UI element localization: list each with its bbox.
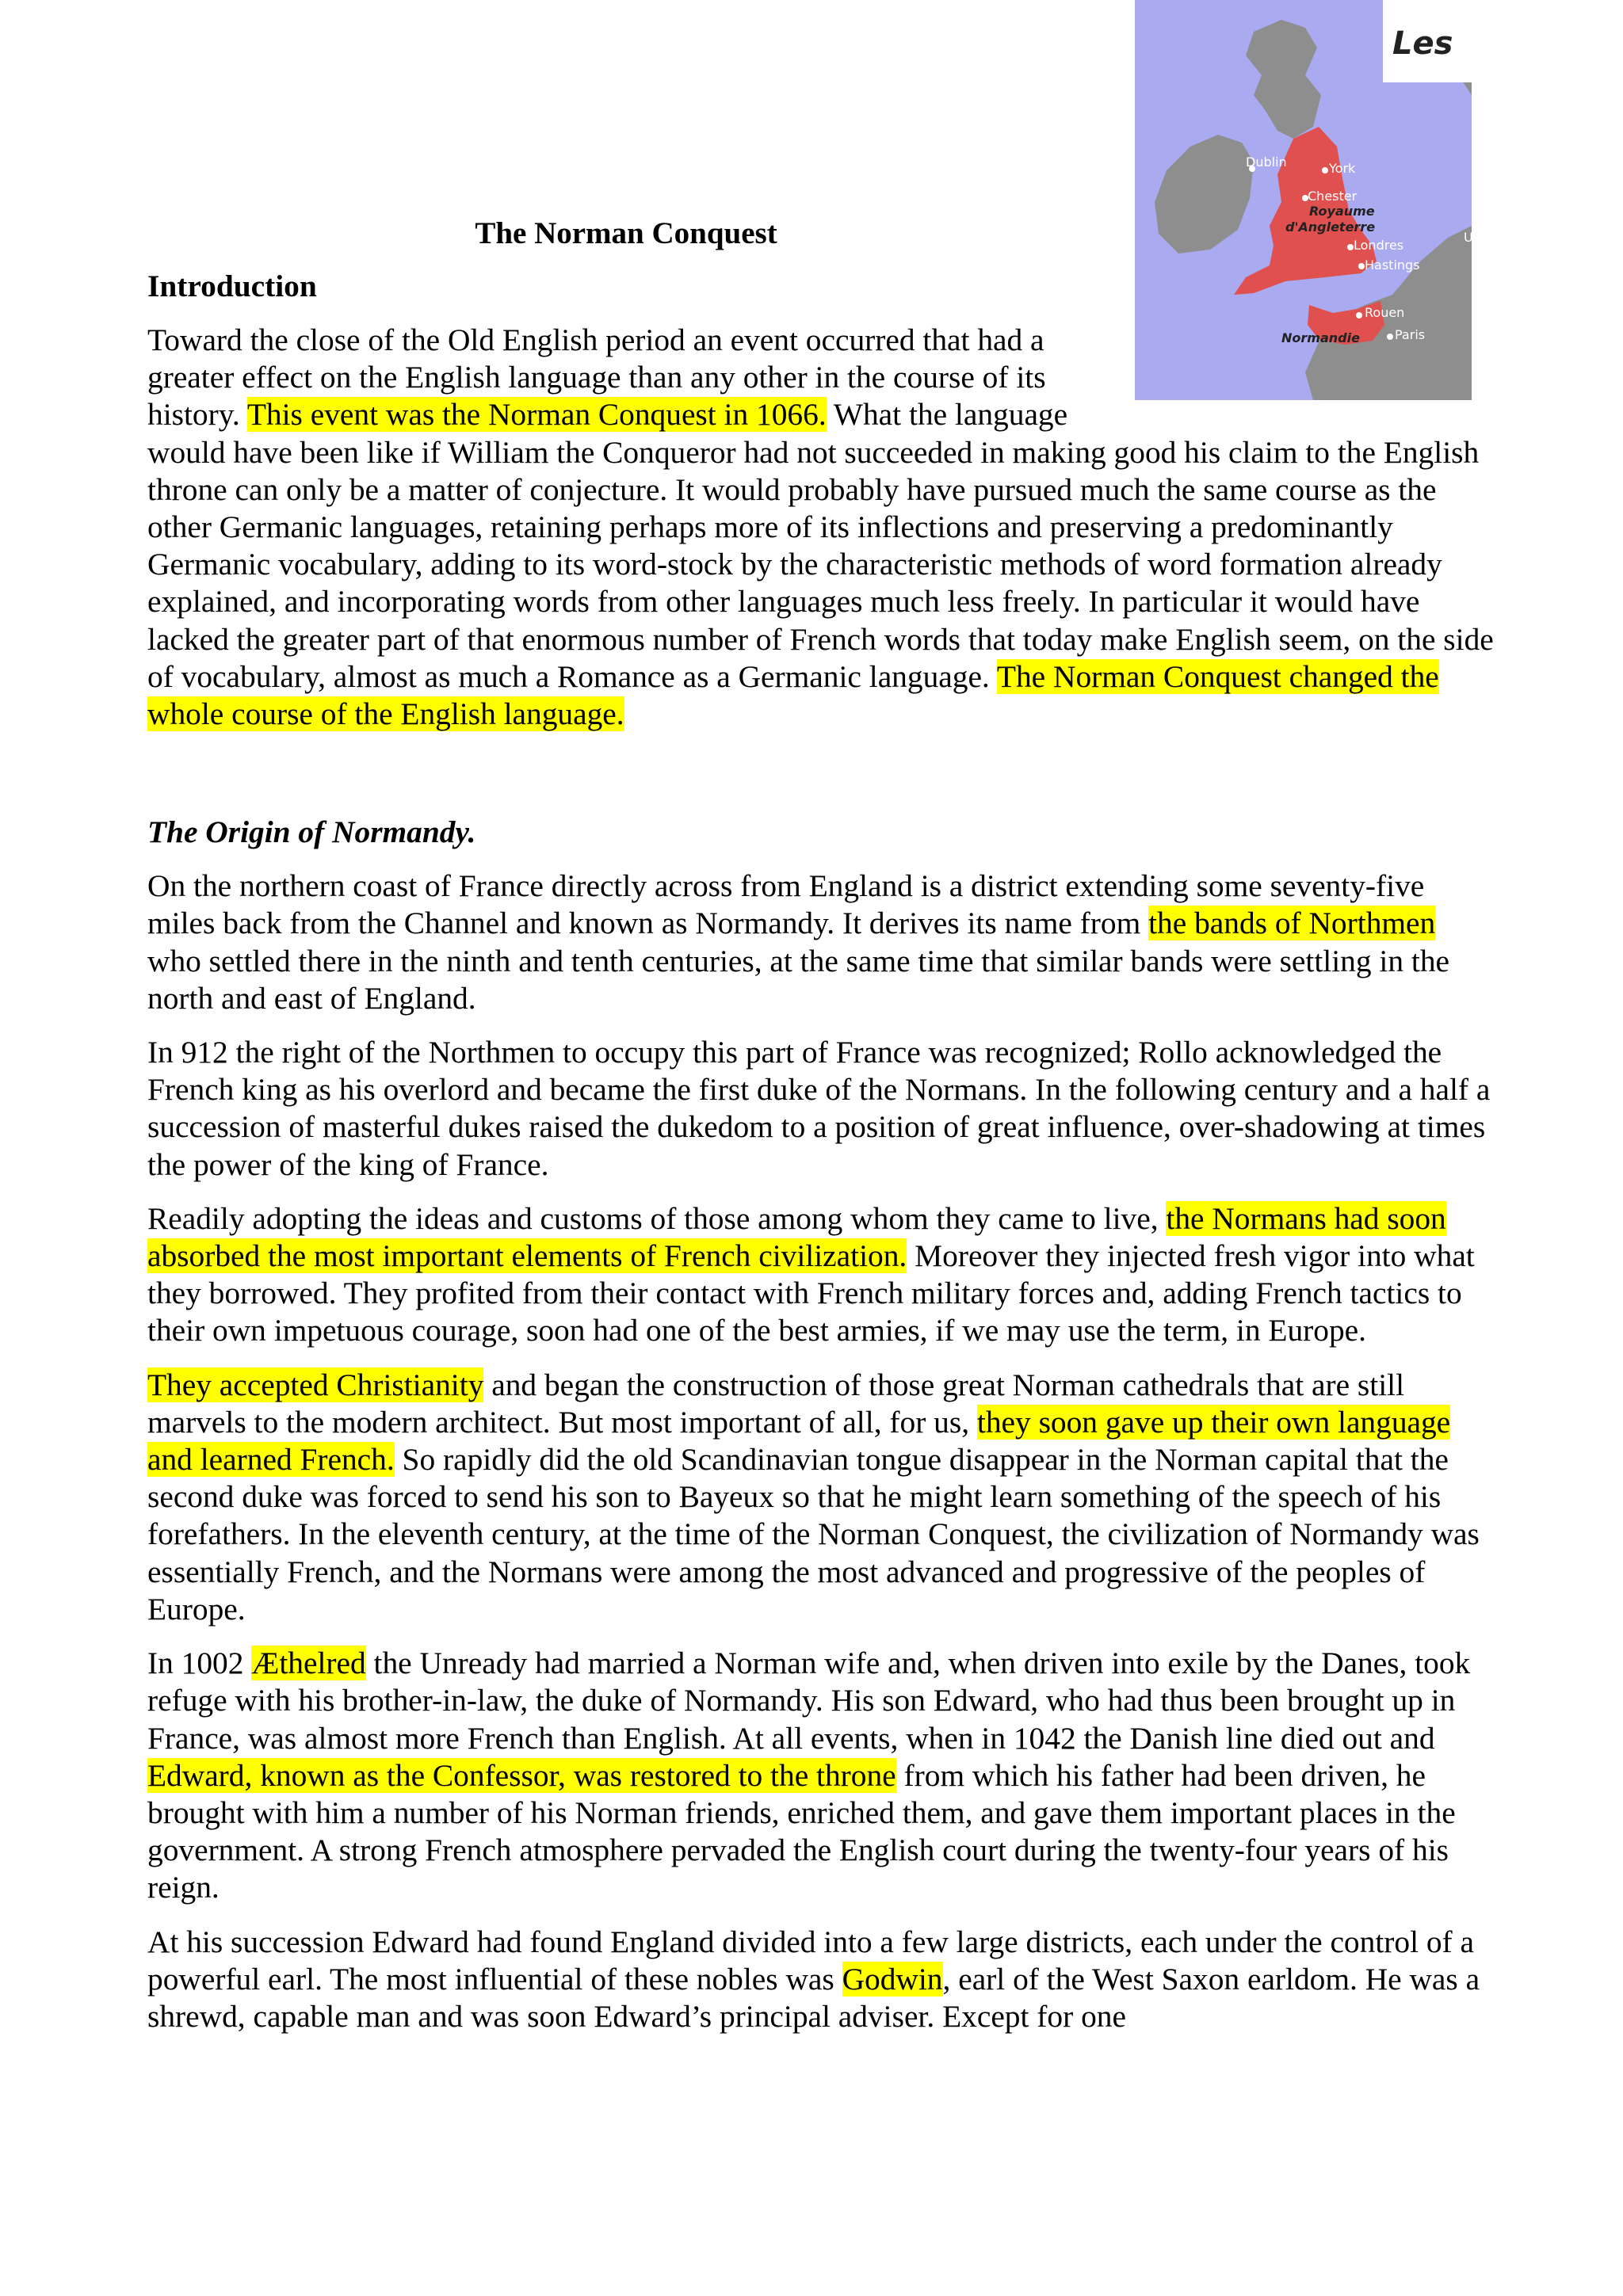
map-kingdom-label-1: Royaume xyxy=(1309,204,1375,219)
map-city-hastings: Hastings xyxy=(1365,257,1420,273)
page-title: The Norman Conquest xyxy=(475,216,777,250)
map-corner-label: Les xyxy=(1392,25,1453,62)
map-edge-label: U xyxy=(1464,230,1473,245)
origin-paragraph-4: They accepted Christianity and began the construction of those great Norman cathedrals that are still marvels to the modern architect. But most important of all, for us, they soon gave up their own language and learned French. So rapidly did the old Scandinavian tongue disappear in the Norman capital that the second duke was forced to send his son to Bayeux so that he might learn something of the speech of his forefathers. In the eleventh century, at the time of the Norman Conquest, the civilization of Normandy was essentially French, and the Normans were among the most advanced and progressive of the peoples of Europe. xyxy=(147,1367,1480,1627)
highlight: they soon gave up their own language and learned French. xyxy=(147,1404,1451,1478)
map-text-wrap-spacer xyxy=(1114,263,1495,400)
map-city-chester: Chester xyxy=(1308,189,1358,204)
highlight: Godwin xyxy=(842,1961,943,1997)
origin-paragraph-5: In 1002 Æthelred the Unready had married a Norman wife and, when driven into exile by the Danes, took refuge with his brother-in-law, the duke of Normandy. His son Edward, who had thus been brought up in France, was almost more French than English. At all events, when in 1042 the Danish line died out and Edward, known as the Confessor, was restored to the throne from which his father had been driven, he brought with him a number of his Norman friends, enriched them, and gave them important places in the government. A strong French atmosphere pervaded the English court during the twenty-four years of his reign. xyxy=(147,1646,1471,1905)
highlight: This event was the Norman Conquest in 1066. xyxy=(246,397,827,433)
highlight: Æthelred xyxy=(251,1646,366,1681)
origin-paragraph-1: On the northern coast of France directly across from England is a district extending some seventy-five miles back from the Channel and known as Normandy. It derives its name from the bands of Northmen who settled there in the ninth and tenth centuries, at the same time that similar bands were settling in the north and east of England. xyxy=(147,868,1450,1016)
intro-heading: Introduction xyxy=(147,269,317,303)
highlight: the bands of Northmen xyxy=(1148,906,1436,941)
map-city-paris: Paris xyxy=(1395,327,1426,342)
highlight: They accepted Christianity xyxy=(147,1367,484,1402)
intro-paragraph: Toward the close of the Old English period an event occurred that had a greater effect on the English language than any other in the course of its history. This event was the Norman Conquest in 1066. What the language would have been like if William the Conqueror had not succeeded in making good his claim to the English throne can only be a matter of conjecture. It would probably have pursued much the same course as the other Germanic languages, retaining perhaps more of its inflections and preserving a predominantly Germanic vocabulary, adding to its word-stock by the characteristic methods of word formation already explained, and incorporating words from other languages much less freely. In particular it would have lacked the greater part of that enormous number of French words that today make English seem, on the side of vocabulary, almost as much a Romance as a Germanic language. The Norman Conquest changed the whole course of the English language. xyxy=(147,322,1494,732)
map-kingdom-label-2: d'Angleterre xyxy=(1285,219,1376,235)
origin-paragraph-6: At his succession Edward had found England divided into a few large districts, each under the control of a powerful earl. The most influential of these nobles was Godwin, earl of the West Saxon earldom. He was a shrewd, capable man and was soon Edward’s principal adviser. Except for one xyxy=(147,1924,1480,2034)
document-body xyxy=(147,263,1495,2052)
map-region-normandie: Normandie xyxy=(1281,330,1360,345)
map-city-rouen: Rouen xyxy=(1365,305,1405,320)
highlight: Edward, known as the Confessor, was restored to the throne xyxy=(147,1757,896,1793)
origin-paragraph-3: Readily adopting the ideas and customs of those among whom they came to live, the Normans had soon absorbed the most important elements of French civilization. Moreover they injected fresh vigor into what they borrowed. They profited from their contact with French military forces and, adding French tactics to their own impetuous courage, soon had one of the best armies, if we may use the term, in Europe. xyxy=(147,1200,1475,1348)
highlight: the Normans had soon absorbed the most important elements of French civilization. xyxy=(147,1200,1446,1274)
map-city-york: York xyxy=(1329,161,1356,176)
map-city-londres: Londres xyxy=(1354,238,1404,253)
map-city-dublin: Dublin xyxy=(1246,154,1287,170)
origin-heading: The Origin of Normandy. xyxy=(147,814,476,850)
origin-paragraph-2: In 912 the right of the Northmen to occupy this part of France was recognized; Rollo acknowledged the French king as his overlord and became the first duke of the Normans. In the following century and a half a succession of masterful dukes raised the dukedom to a position of great influence, over-shadowing at times the power of the king of France. xyxy=(147,1035,1491,1182)
highlight: The Norman Conquest changed the whole course of the English language. xyxy=(147,658,1439,732)
